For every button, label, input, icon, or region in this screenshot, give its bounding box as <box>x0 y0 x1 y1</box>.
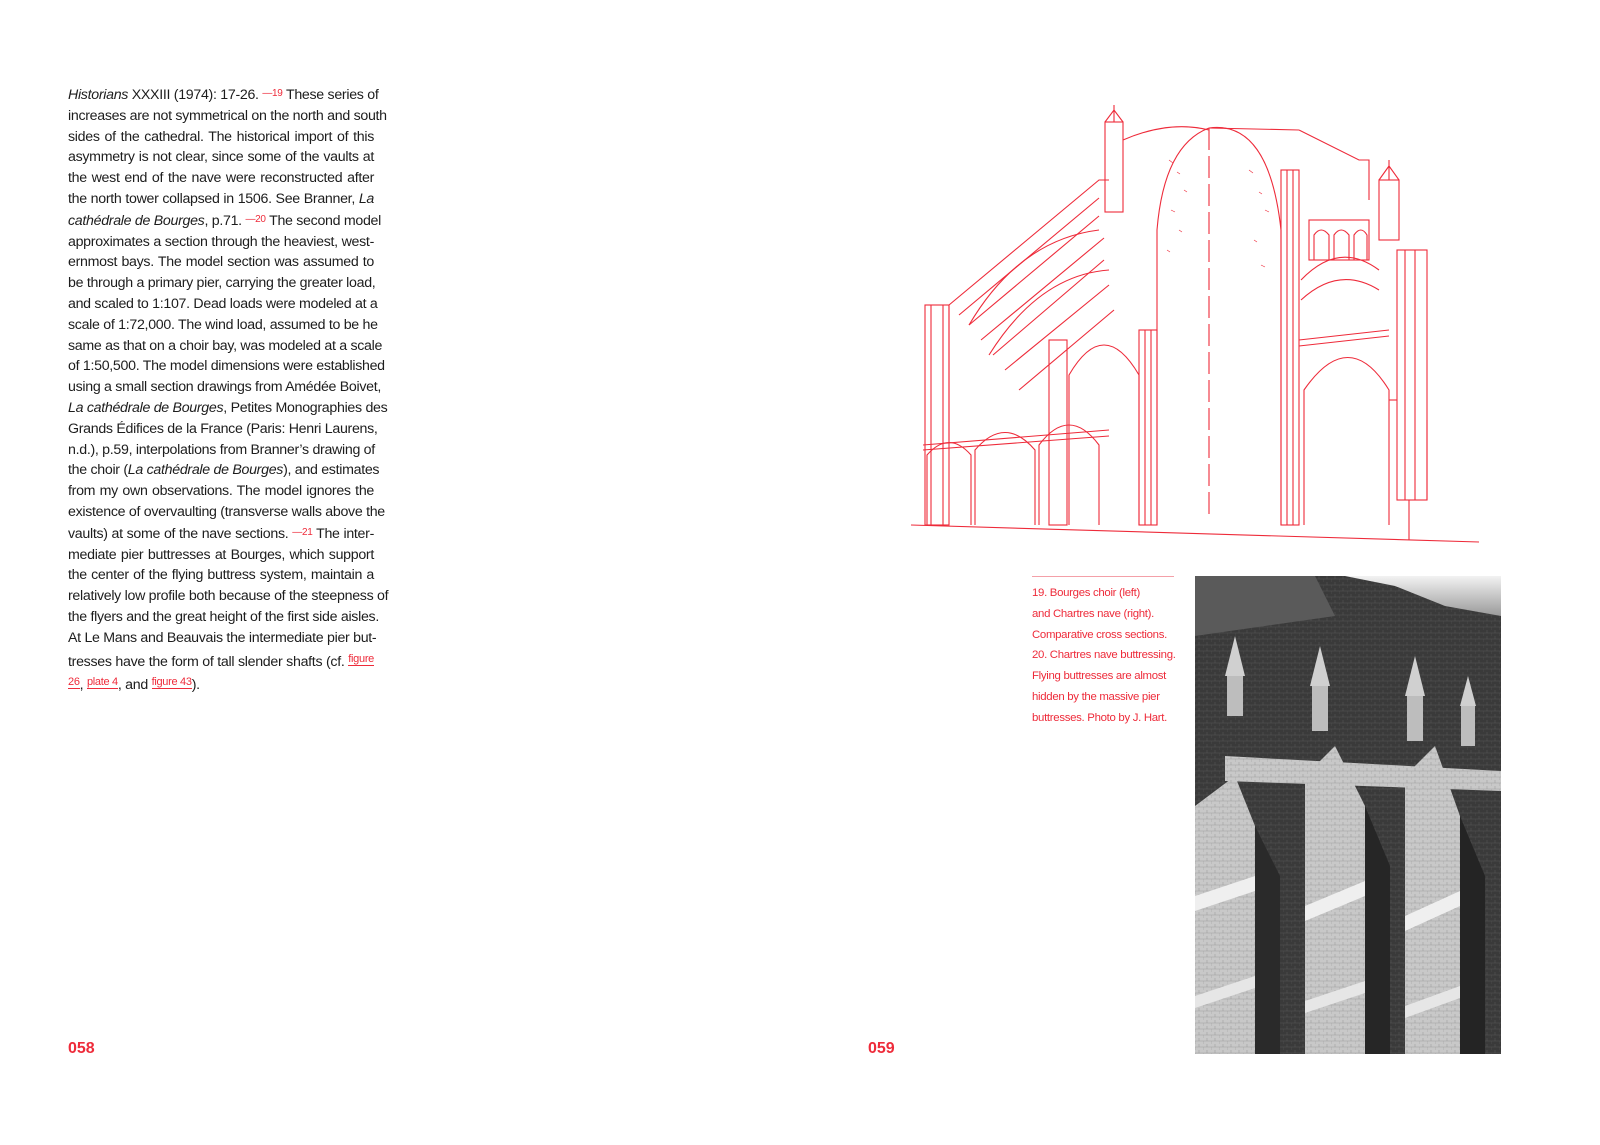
text-line <box>68 336 383 357</box>
text-line <box>68 628 377 649</box>
text-line <box>68 565 374 586</box>
figure-caption <box>1032 583 1182 729</box>
chartres-buttress-photo <box>1195 576 1501 1054</box>
text-run: increases are not symmetrical on the north and south <box>68 107 387 124</box>
text-run: asymmetry is not clear, since some of the vaults at <box>68 149 374 166</box>
text-run: existence of overvaulting (transverse walls above the <box>68 503 385 520</box>
text-run: relatively low profile both because of the steepness of <box>68 588 389 605</box>
text-line <box>68 294 378 315</box>
italic-title: cathédrale de Bourges <box>68 212 205 229</box>
text-run: ). <box>191 677 200 694</box>
text-line <box>68 607 379 628</box>
caption-line: hidden by the massive pier <box>1032 690 1160 703</box>
text-run: sides of the cathedral. The historical import of this <box>68 128 374 145</box>
text-line <box>68 672 374 696</box>
figure-reference-link[interactable]: plate 4 <box>86 676 118 689</box>
text-line <box>68 315 378 336</box>
text-line <box>68 189 374 210</box>
text-run: ernmost bays. The model section was assumed to <box>68 254 374 271</box>
caption-line: and Chartres nave (right). <box>1032 607 1154 620</box>
text-run: approximates a section through the heaviest, west- <box>68 233 374 250</box>
text-line <box>68 460 380 481</box>
text-run: same as that on a choir bay, was modeled at a scale <box>68 337 383 354</box>
text-line <box>68 106 387 127</box>
text-run: At Le Mans and Beauvais the intermediate pier but- <box>68 629 377 646</box>
figure-reference-link[interactable]: 26 <box>68 676 80 689</box>
text-line <box>68 649 374 673</box>
italic-title: La cathédrale de Bourges <box>68 399 224 416</box>
text-line <box>68 232 374 253</box>
text-line <box>68 84 379 106</box>
italic-title: La <box>358 190 374 207</box>
text-run: Grands Édifices de la France (Paris: Henri Laurens, <box>68 420 378 437</box>
text-line <box>68 252 374 273</box>
page-number: 058 <box>68 1040 95 1057</box>
text-run: from my own observations. The model ignores the <box>68 483 374 500</box>
text-run: scale of 1:72,000. The wind load, assumed to be he <box>68 316 378 333</box>
figure-reference-link[interactable]: figure <box>348 652 374 665</box>
text-run: the west end of the nave were reconstructed after <box>68 170 374 187</box>
text-run: the center of the flying buttress system, maintain a <box>68 567 374 584</box>
endnote-marker[interactable]: —19 <box>262 88 283 99</box>
text-run: using a small section drawings from Amédée Boivet, <box>68 379 382 396</box>
caption-line: 20. Chartres nave buttressing. <box>1032 649 1176 662</box>
caption-line: Comparative cross sections. <box>1032 628 1167 641</box>
text-run: ), and estimates <box>283 462 380 479</box>
text-run: the north tower collapsed in 1506. See Branner, <box>68 190 359 207</box>
page-number: 059 <box>868 1040 895 1057</box>
text-run: XXXIII (1974): 17-26. <box>128 87 263 103</box>
text-line <box>68 502 385 523</box>
right-page <box>800 0 1600 1145</box>
text-line <box>68 545 374 566</box>
figure-reference-link[interactable]: figure 43 <box>151 676 192 689</box>
text-run: These series of <box>282 87 379 103</box>
italic-title: La cathédrale de Bourges <box>127 462 284 479</box>
text-line <box>68 377 382 398</box>
text-run: the flyers and the great height of the first side aisles. <box>68 608 379 625</box>
text-line <box>68 523 374 545</box>
text-line <box>68 356 385 377</box>
text-run: mediate pier buttresses at Bourges, which support <box>68 546 374 563</box>
text-line <box>68 127 374 148</box>
text-run: , <box>79 677 87 694</box>
text-line <box>68 586 389 607</box>
text-run: tresses have the form of tall slender shafts (cf. <box>68 653 349 670</box>
text-run: and scaled to 1:107. Dead loads were modeled at a <box>68 295 378 312</box>
text-line <box>68 147 374 168</box>
text-run: , p.71. <box>204 212 246 229</box>
caption-line: Flying buttresses are almost <box>1032 670 1167 683</box>
text-run: The second model <box>265 212 381 229</box>
text-run: n.d.), p.59, interpolations from Branner’s drawing of <box>68 441 375 458</box>
caption-line: 19. Bourges choir (left) <box>1032 587 1141 599</box>
text-run: , Petites Monographies des <box>223 399 388 416</box>
caption-line: buttresses. Photo by J. Hart. <box>1032 711 1168 724</box>
caption-rule <box>1032 576 1174 577</box>
text-line <box>68 419 378 440</box>
text-line <box>68 440 374 461</box>
text-line <box>68 273 374 294</box>
text-line <box>68 481 374 502</box>
text-run: be through a primary pier, carrying the greater load, <box>68 275 376 292</box>
text-run: , and <box>117 677 152 694</box>
text-run: The inter- <box>312 525 374 542</box>
endnote-marker[interactable]: —21 <box>292 526 313 538</box>
cathedral-cross-section-drawing <box>909 100 1484 550</box>
endnote-marker[interactable]: —20 <box>245 213 266 225</box>
text-run: of 1:50,500. The model dimensions were established <box>68 358 385 375</box>
italic-title: Historians <box>68 87 129 103</box>
endnotes-text <box>68 84 389 696</box>
text-line <box>68 398 388 419</box>
text-run: the choir ( <box>68 462 128 479</box>
text-run: vaults) at some of the nave sections. <box>68 525 293 542</box>
text-line <box>68 210 381 232</box>
text-line <box>68 168 374 189</box>
